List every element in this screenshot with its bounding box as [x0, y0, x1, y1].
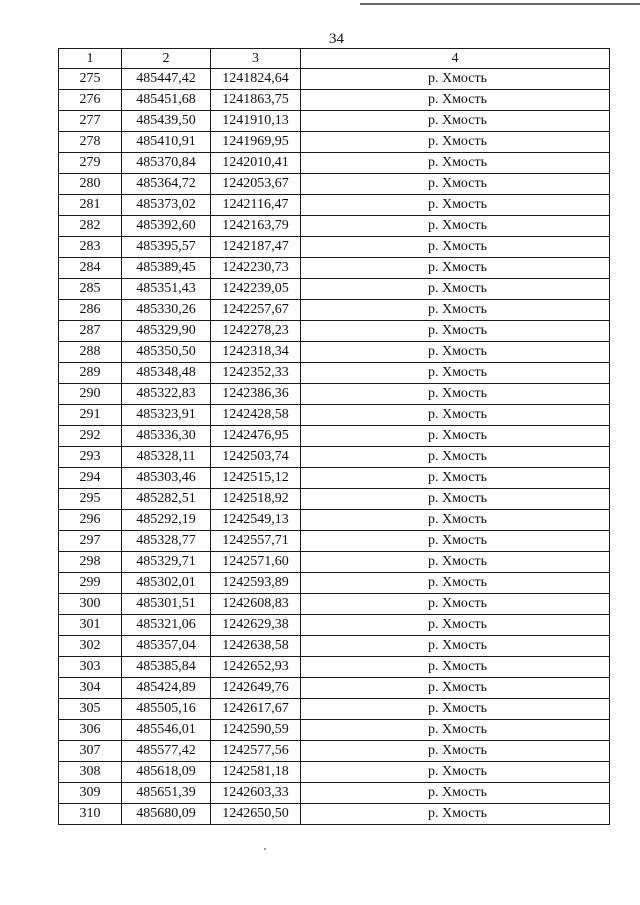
- column-header-3: 3: [211, 49, 301, 69]
- y-coordinate-cell: 1241910,13: [211, 111, 301, 132]
- table-row: [59, 636, 610, 657]
- y-coordinate-cell: 1242476,95: [211, 426, 301, 447]
- y-coordinate-cell: 1241969,95: [211, 132, 301, 153]
- y-coordinate-cell: 1241863,75: [211, 90, 301, 111]
- x-coordinate-cell: 485330,26: [122, 300, 211, 321]
- y-coordinate-cell: 1242318,34: [211, 342, 301, 363]
- y-coordinate-cell: 1242010,41: [211, 153, 301, 174]
- table-row: [59, 531, 610, 552]
- table-row: [59, 468, 610, 489]
- description-cell: р. Хмость: [301, 741, 610, 762]
- description-cell: р. Хмость: [301, 258, 610, 279]
- description-cell: р. Хмость: [301, 153, 610, 174]
- point-number-cell: 309: [59, 783, 122, 804]
- y-coordinate-cell: 1242257,67: [211, 300, 301, 321]
- x-coordinate-cell: 485348,48: [122, 363, 211, 384]
- point-number-cell: 306: [59, 720, 122, 741]
- x-coordinate-cell: 485439,50: [122, 111, 211, 132]
- x-coordinate-cell: 485651,39: [122, 783, 211, 804]
- x-coordinate-cell: 485282,51: [122, 489, 211, 510]
- point-number-cell: 302: [59, 636, 122, 657]
- x-coordinate-cell: 485336,30: [122, 426, 211, 447]
- point-number-cell: 300: [59, 594, 122, 615]
- description-cell: р. Хмость: [301, 342, 610, 363]
- table-row: [59, 552, 610, 573]
- description-cell: р. Хмость: [301, 237, 610, 258]
- point-number-cell: 280: [59, 174, 122, 195]
- table-row: [59, 111, 610, 132]
- table-row: [59, 678, 610, 699]
- point-number-cell: 288: [59, 342, 122, 363]
- table-row: [59, 783, 610, 804]
- description-cell: р. Хмость: [301, 321, 610, 342]
- description-cell: р. Хмость: [301, 804, 610, 825]
- description-cell: р. Хмость: [301, 720, 610, 741]
- coordinates-table: [58, 48, 610, 825]
- y-coordinate-cell: 1242603,33: [211, 783, 301, 804]
- page-number: 34: [329, 31, 344, 47]
- point-number-cell: 294: [59, 468, 122, 489]
- x-coordinate-cell: 485389,45: [122, 258, 211, 279]
- x-coordinate-cell: 485357,04: [122, 636, 211, 657]
- point-number-cell: 278: [59, 132, 122, 153]
- y-coordinate-cell: 1242593,89: [211, 573, 301, 594]
- table-row: [59, 258, 610, 279]
- description-cell: р. Хмость: [301, 132, 610, 153]
- x-coordinate-cell: 485395,57: [122, 237, 211, 258]
- description-cell: р. Хмость: [301, 174, 610, 195]
- y-coordinate-cell: 1242239,05: [211, 279, 301, 300]
- y-coordinate-cell: 1242386,36: [211, 384, 301, 405]
- description-cell: р. Хмость: [301, 195, 610, 216]
- point-number-cell: 279: [59, 153, 122, 174]
- description-cell: р. Хмость: [301, 762, 610, 783]
- table-row: [59, 426, 610, 447]
- x-coordinate-cell: 485328,11: [122, 447, 211, 468]
- y-coordinate-cell: 1242518,92: [211, 489, 301, 510]
- description-cell: р. Хмость: [301, 615, 610, 636]
- point-number-cell: 291: [59, 405, 122, 426]
- x-coordinate-cell: 485577,42: [122, 741, 211, 762]
- table-row: [59, 762, 610, 783]
- x-coordinate-cell: 485329,71: [122, 552, 211, 573]
- description-cell: р. Хмость: [301, 69, 610, 90]
- table-row: [59, 342, 610, 363]
- description-cell: р. Хмость: [301, 447, 610, 468]
- y-coordinate-cell: 1242053,67: [211, 174, 301, 195]
- table-row: [59, 720, 610, 741]
- y-coordinate-cell: 1242230,73: [211, 258, 301, 279]
- table-row: [59, 447, 610, 468]
- x-coordinate-cell: 485451,68: [122, 90, 211, 111]
- point-number-cell: 310: [59, 804, 122, 825]
- point-number-cell: 292: [59, 426, 122, 447]
- table-row: [59, 300, 610, 321]
- description-cell: р. Хмость: [301, 384, 610, 405]
- x-coordinate-cell: 485350,50: [122, 342, 211, 363]
- point-number-cell: 290: [59, 384, 122, 405]
- point-number-cell: 299: [59, 573, 122, 594]
- x-coordinate-cell: 485302,01: [122, 573, 211, 594]
- x-coordinate-cell: 485385,84: [122, 657, 211, 678]
- x-coordinate-cell: 485303,46: [122, 468, 211, 489]
- y-coordinate-cell: 1242608,83: [211, 594, 301, 615]
- y-coordinate-cell: 1242352,33: [211, 363, 301, 384]
- y-coordinate-cell: 1242503,74: [211, 447, 301, 468]
- description-cell: р. Хмость: [301, 426, 610, 447]
- description-cell: р. Хмость: [301, 405, 610, 426]
- y-coordinate-cell: 1242515,12: [211, 468, 301, 489]
- table-row: [59, 510, 610, 531]
- table-row: [59, 153, 610, 174]
- point-number-cell: 276: [59, 90, 122, 111]
- table-row: [59, 363, 610, 384]
- table-row: [59, 90, 610, 111]
- description-cell: р. Хмость: [301, 573, 610, 594]
- point-number-cell: 275: [59, 69, 122, 90]
- table-row: [59, 804, 610, 825]
- description-cell: р. Хмость: [301, 657, 610, 678]
- y-coordinate-cell: 1241824,64: [211, 69, 301, 90]
- column-header-2: 2: [122, 49, 211, 69]
- x-coordinate-cell: 485410,91: [122, 132, 211, 153]
- table-row: [59, 615, 610, 636]
- point-number-cell: 308: [59, 762, 122, 783]
- table-row: [59, 657, 610, 678]
- top-edge-rule: [360, 3, 640, 5]
- point-number-cell: 297: [59, 531, 122, 552]
- table-body: [59, 69, 610, 825]
- y-coordinate-cell: 1242617,67: [211, 699, 301, 720]
- y-coordinate-cell: 1242428,58: [211, 405, 301, 426]
- x-coordinate-cell: 485321,06: [122, 615, 211, 636]
- point-number-cell: 293: [59, 447, 122, 468]
- point-number-cell: 285: [59, 279, 122, 300]
- x-coordinate-cell: 485424,89: [122, 678, 211, 699]
- point-number-cell: 284: [59, 258, 122, 279]
- table-row: [59, 69, 610, 90]
- description-cell: р. Хмость: [301, 636, 610, 657]
- point-number-cell: 277: [59, 111, 122, 132]
- point-number-cell: 301: [59, 615, 122, 636]
- x-coordinate-cell: 485680,09: [122, 804, 211, 825]
- scan-speck: [264, 848, 266, 850]
- y-coordinate-cell: 1242187,47: [211, 237, 301, 258]
- x-coordinate-cell: 485322,83: [122, 384, 211, 405]
- point-number-cell: 304: [59, 678, 122, 699]
- x-coordinate-cell: 485618,09: [122, 762, 211, 783]
- x-coordinate-cell: 485328,77: [122, 531, 211, 552]
- description-cell: р. Хмость: [301, 468, 610, 489]
- point-number-cell: 296: [59, 510, 122, 531]
- x-coordinate-cell: 485392,60: [122, 216, 211, 237]
- point-number-cell: 283: [59, 237, 122, 258]
- description-cell: р. Хмость: [301, 783, 610, 804]
- y-coordinate-cell: 1242652,93: [211, 657, 301, 678]
- y-coordinate-cell: 1242163,79: [211, 216, 301, 237]
- point-number-cell: 282: [59, 216, 122, 237]
- x-coordinate-cell: 485505,16: [122, 699, 211, 720]
- point-number-cell: 286: [59, 300, 122, 321]
- point-number-cell: 298: [59, 552, 122, 573]
- point-number-cell: 307: [59, 741, 122, 762]
- table-row: [59, 174, 610, 195]
- description-cell: р. Хмость: [301, 510, 610, 531]
- point-number-cell: 289: [59, 363, 122, 384]
- y-coordinate-cell: 1242278,23: [211, 321, 301, 342]
- x-coordinate-cell: 485364,72: [122, 174, 211, 195]
- table-row: [59, 237, 610, 258]
- table-row: [59, 573, 610, 594]
- y-coordinate-cell: 1242571,60: [211, 552, 301, 573]
- description-cell: р. Хмость: [301, 678, 610, 699]
- description-cell: р. Хмость: [301, 279, 610, 300]
- description-cell: р. Хмость: [301, 90, 610, 111]
- point-number-cell: 303: [59, 657, 122, 678]
- point-number-cell: 295: [59, 489, 122, 510]
- description-cell: р. Хмость: [301, 552, 610, 573]
- y-coordinate-cell: 1242638,58: [211, 636, 301, 657]
- x-coordinate-cell: 485323,91: [122, 405, 211, 426]
- description-cell: р. Хмость: [301, 531, 610, 552]
- description-cell: р. Хмость: [301, 363, 610, 384]
- table-row: [59, 321, 610, 342]
- point-number-cell: 281: [59, 195, 122, 216]
- point-number-cell: 287: [59, 321, 122, 342]
- table-row: [59, 699, 610, 720]
- table-row: [59, 132, 610, 153]
- y-coordinate-cell: 1242649,76: [211, 678, 301, 699]
- table-row: [59, 741, 610, 762]
- table-header-row: [59, 49, 610, 69]
- column-header-1: 1: [59, 49, 122, 69]
- x-coordinate-cell: 485546,01: [122, 720, 211, 741]
- table-row: [59, 594, 610, 615]
- table-row: [59, 405, 610, 426]
- description-cell: р. Хмость: [301, 216, 610, 237]
- x-coordinate-cell: 485373,02: [122, 195, 211, 216]
- x-coordinate-cell: 485351,43: [122, 279, 211, 300]
- description-cell: р. Хмость: [301, 699, 610, 720]
- y-coordinate-cell: 1242577,56: [211, 741, 301, 762]
- table-row: [59, 195, 610, 216]
- y-coordinate-cell: 1242549,13: [211, 510, 301, 531]
- y-coordinate-cell: 1242650,50: [211, 804, 301, 825]
- table-row: [59, 384, 610, 405]
- x-coordinate-cell: 485329,90: [122, 321, 211, 342]
- y-coordinate-cell: 1242557,71: [211, 531, 301, 552]
- description-cell: р. Хмость: [301, 489, 610, 510]
- y-coordinate-cell: 1242629,38: [211, 615, 301, 636]
- table-row: [59, 489, 610, 510]
- point-number-cell: 305: [59, 699, 122, 720]
- description-cell: р. Хмость: [301, 594, 610, 615]
- x-coordinate-cell: 485447,42: [122, 69, 211, 90]
- x-coordinate-cell: 485292,19: [122, 510, 211, 531]
- table-row: [59, 216, 610, 237]
- description-cell: р. Хмость: [301, 111, 610, 132]
- x-coordinate-cell: 485301,51: [122, 594, 211, 615]
- y-coordinate-cell: 1242116,47: [211, 195, 301, 216]
- description-cell: р. Хмость: [301, 300, 610, 321]
- table-row: [59, 279, 610, 300]
- y-coordinate-cell: 1242590,59: [211, 720, 301, 741]
- y-coordinate-cell: 1242581,18: [211, 762, 301, 783]
- column-header-4: 4: [301, 49, 610, 69]
- x-coordinate-cell: 485370,84: [122, 153, 211, 174]
